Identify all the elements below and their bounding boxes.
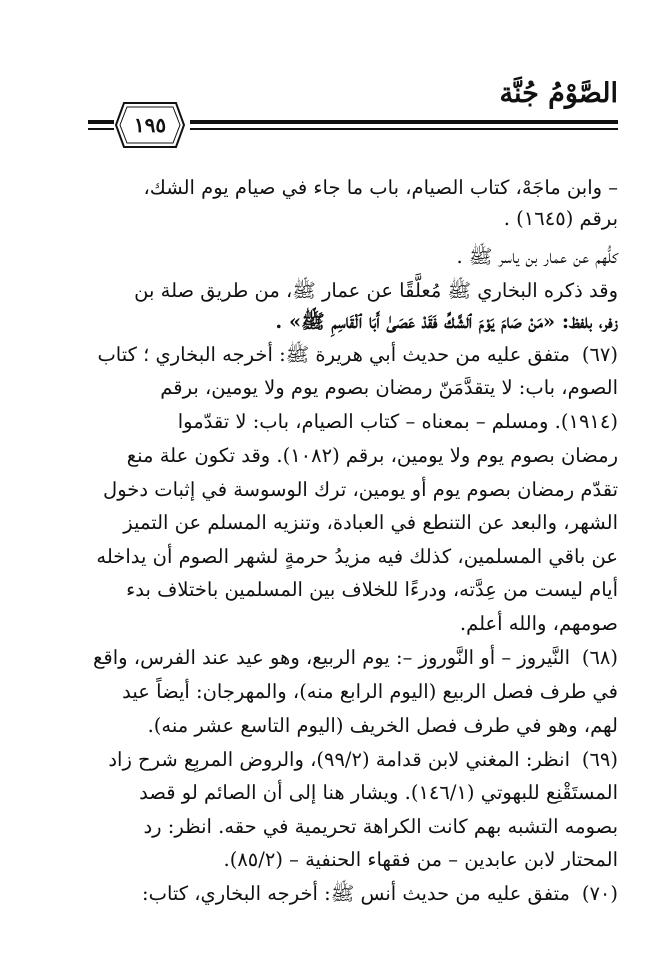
footnote-line: المحتار لابن عابدين – من فقهاء الحنفية – (٨٥/٢). [223,848,618,871]
footnote-line: النَّيروز – أو النَّوروز –: يوم الربيع، وهو عيد عند الفرس، واقع [93,646,570,669]
footnote-line: متفق عليه من حديث أنس ﷺ: أخرجه البخاري، كتاب: [142,882,570,905]
footnote-line: متفق عليه من حديث أبي هريرة ﷺ: أخرجه البخاري ؛ كتاب [97,343,570,366]
footnote-line: المستَقْنِع للبهوتي (١٤٦/١). ويشار هنا إلى أن الصائم لو قصد [139,781,618,804]
footnote-line: لهم، وهو في طرف فصل الخريف (اليوم التاسع عشر منه). [147,714,618,737]
footnote-line: الصوم، باب: لا يتقدَّمَنّ رمضان بصوم يوم ولا يومين، برقم [160,376,618,399]
text-line: وقد ذكره البخاري ﷺ مُعلَّقًا عن عمار ﷺ، من طريق صلة بن [134,279,618,302]
footnote-line: عن باقي المسلمين، كذلك فيه مزيدُ حرمةٍ لشهر الصوم أن يداخله [96,545,618,568]
footnote-line: انظر: المغني لابن قدامة (٩٩/٢)، والروض المربِع شرح زاد [108,748,570,771]
header-rule-left [88,120,114,124]
page-number: ١٩٥ [133,113,167,137]
page-number-frame [114,100,186,150]
footnote-line: أيام ليست من عِدَّته، ودرءًا للخلاف بين المسلمين باختلاف بدء [126,578,618,601]
footnote-line: الشهر، والبعد عن التنطع في العبادة، وتنزيه المسلم عن التميز [123,511,618,534]
footnote-line: في طرف فصل الربيع (اليوم الرابع منه)، والمهرجان: أيضاً عيد [122,680,618,703]
header-rule-right [190,120,618,124]
text-line-hadith: زفر، بلفظ: «مَنْ صَامَ يَوْمَ ٱلشَّكِّ فَقَدْ عَصَىٰ أَبَا ٱلْقَاسِمِ ﷺ» . [275,310,618,333]
running-title: الصَّوْمُ جُنَّة [499,78,618,109]
footnote-line: (١٩١٤). ومسلم – بمعناه – كتاب الصيام، باب: لا تقدّموا [177,410,618,433]
footnote-number: (٦٩) [581,748,618,771]
header-rule-left-thin [88,128,114,130]
footnote-line: تقدّم رمضان بصوم يوم أو يومين، ترك الوسوسة في إثبات دخول [103,478,618,501]
footnote-line: رمضان بصوم يوم ولا يومين، برقم (١٠٨٢). وقد تكون علة منع [126,444,618,467]
footnote-number: (٦٨) [581,646,618,669]
footnote-line: صومهم، والله أعلم. [459,612,618,635]
header-rule-right-thin [190,128,618,130]
text-line: كلُّهم عن عمار بن ياسر ﷺ . [456,245,618,268]
footnote-number: (٦٧) [581,343,618,366]
text-line: برقم (١٦٤٥) . [503,207,618,230]
footnote-line: بصومه التشبه بهم كانت الكراهة تحريمية في حقه. انظر: رد [143,815,618,838]
footnote-number: (٧٠) [581,882,618,905]
text-line: – وابن ماجَهْ، كتاب الصيام، باب ما جاء في صيام يوم الشك، [143,176,618,199]
